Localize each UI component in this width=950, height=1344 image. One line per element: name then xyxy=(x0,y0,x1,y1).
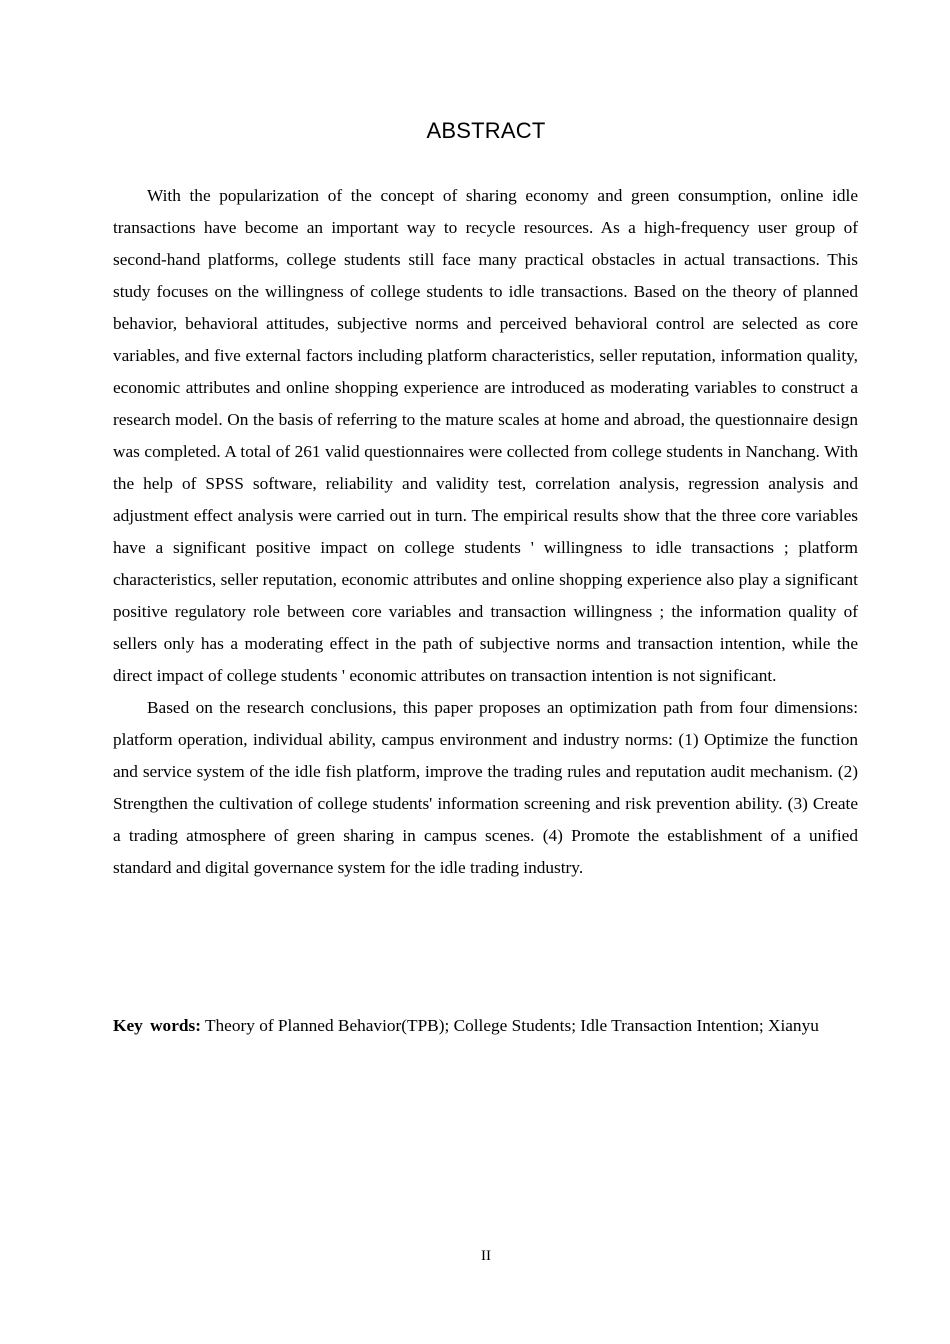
abstract-paragraph-2: Based on the research conclusions, this paper proposes an optimization path from four dimensions: platform operation, individual ability, campus environment and industry norms: (1) Optimize the function and service system of the idle fish platform, improve the trading rules and reputation audit mechanism. (2) Strengthen the cultivation of college students' information screening and risk prevention ability. (3) Create a trading atmosphere of green sharing in campus scenes. (4) Promote the establishment of a unified standard and digital governance system for the idle trading industry. xyxy=(113,698,858,877)
abstract-paragraph-1: With the popularization of the concept of sharing economy and green consumption, online idle transactions have become an important way to recycle resources. As a high-frequency user group of second-hand platforms, college students still face many practical obstacles in actual transactions. This study focuses on the willingness of college students to idle transactions. Based on the theory of planned behavior, behavioral attitudes, subjective norms and perceived behavioral control are selected as core variables, and five external factors including platform characteristics, seller reputation, information quality, economic attributes and online shopping experience are introduced as moderating variables to construct a research model. On the basis of referring to the mature scales at home and abroad, the questionnaire design was completed. A total of 261 valid questionnaires were collected from college students in Nanchang. With the help of SPSS software, reliability and validity test, correlation analysis, regression analysis and adjustment effect analysis were carried out in turn. The empirical results show that the three core variables have a significant positive impact on college students ' willingness to idle transactions ; platform characteristics, seller reputation, economic attributes and online shopping experience also play a significant positive regulatory role between core variables and transaction willingness ; the information quality of sellers only has a moderating effect in the path of subjective norms and transaction intention, while the direct impact of college students ' economic attributes on transaction intention is not significant. xyxy=(113,186,858,685)
keywords-label: Key words: xyxy=(113,1016,201,1035)
keywords-line xyxy=(113,1010,858,1042)
abstract-heading: ABSTRACT xyxy=(426,118,546,143)
abstract-body xyxy=(113,180,858,884)
page-number: II xyxy=(481,1248,491,1264)
keywords-text: Theory of Planned Behavior(TPB); College Students; Idle Transaction Intention; Xianyu xyxy=(204,1016,819,1035)
